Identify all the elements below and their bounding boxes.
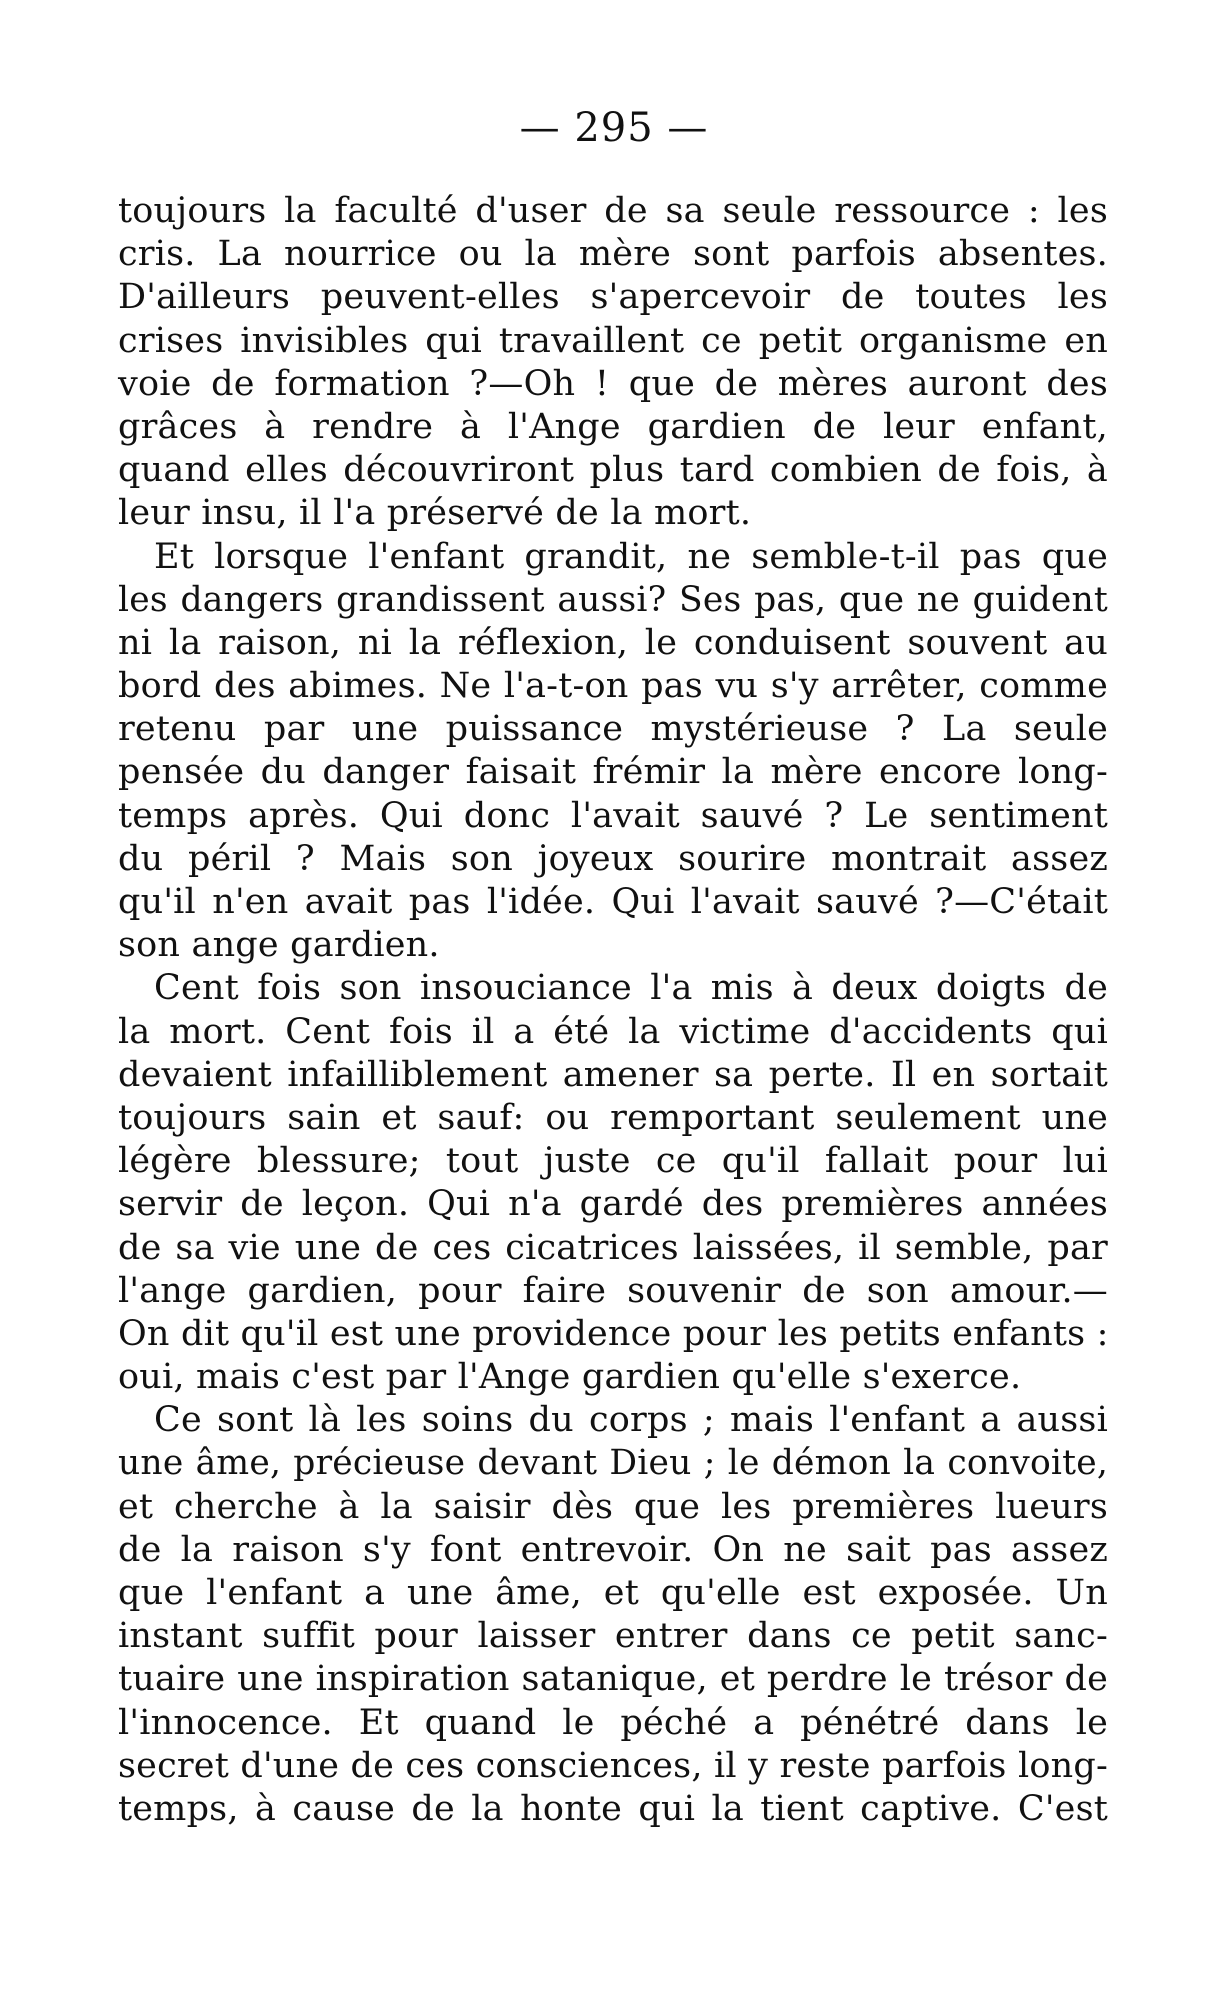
text-line: de la raison s'y font entrevoir. On ne sait pas assez — [118, 1529, 1108, 1570]
text-line: cris. La nourrice ou la mère sont parfois absentes. — [118, 234, 1108, 275]
text-line: Cent fois son insouciance l'a mis à deux doigts de — [154, 968, 1108, 1009]
text-line: oui, mais c'est par l'Ange gardien qu'elle s'exerce. — [118, 1357, 1022, 1398]
text-line: temps après. Qui donc l'avait sauvé ? Le sentiment — [118, 795, 1108, 836]
text-line: instant suffit pour laisser entrer dans ce petit sanc- — [118, 1616, 1108, 1657]
text-line: On dit qu'il est une providence pour les petits enfants : — [118, 1313, 1109, 1354]
text-line: D'ailleurs peuvent-elles s'apercevoir de toutes les — [118, 277, 1108, 318]
text-line: leur insu, il l'a préservé de la mort. — [118, 493, 752, 534]
text-line: voie de formation ?—Oh ! que de mères auront des — [118, 363, 1108, 404]
text-line: retenu par une puissance mystérieuse ? La seule — [118, 709, 1108, 750]
text-line: légère blessure; tout juste ce qu'il fallait pour lui — [118, 1141, 1108, 1182]
text-line: l'ange gardien, pour faire souvenir de son amour.— — [118, 1270, 1108, 1311]
page-number: — 295 — — [519, 105, 709, 151]
text-line: bord des abimes. Ne l'a-t-on pas vu s'y arrêter, comme — [118, 666, 1108, 707]
text-line: toujours la faculté d'user de sa seule ressource : les — [118, 191, 1108, 231]
text-line: ni la raison, ni la réflexion, le conduisent souvent au — [118, 622, 1108, 663]
text-line: toujours sain et sauf: ou remportant seulement une — [118, 1097, 1108, 1138]
text-line: et cherche à la saisir dès que les premières lueurs — [118, 1486, 1108, 1527]
text-line: grâces à rendre à l'Ange gardien de leur enfant, — [118, 406, 1108, 447]
text-line: devaient infailliblement amener sa perte. Il en sortait — [118, 1054, 1108, 1095]
text-line: les dangers grandissent aussi? Ses pas, que ne guident — [118, 579, 1108, 620]
body-text — [118, 190, 1108, 1831]
text-line: secret d'une de ces consciences, il y reste parfois long- — [118, 1745, 1108, 1786]
text-line: servir de leçon. Qui n'a gardé des premières années — [118, 1184, 1108, 1225]
text-line: Et lorsque l'enfant grandit, ne semble-t-il pas que — [154, 536, 1108, 577]
text-line: son ange gardien. — [118, 925, 440, 966]
text-line: de sa vie une de ces cicatrices laissées, il semble, par — [118, 1227, 1108, 1268]
text-line: tuaire une inspiration satanique, et perdre le trésor de — [118, 1659, 1108, 1700]
text-line: la mort. Cent fois il a été la victime d'accidents qui — [118, 1011, 1108, 1052]
text-line: l'innocence. Et quand le péché a pénétré dans le — [118, 1702, 1108, 1743]
text-line: qu'il n'en avait pas l'idée. Qui l'avait sauvé ?—C'était — [118, 882, 1108, 922]
text-line: quand elles découvriront plus tard combien de fois, à — [118, 450, 1108, 491]
text-line: crises invisibles qui travaillent ce petit organisme en — [118, 320, 1108, 361]
text-line: une âme, précieuse devant Dieu ; le démon la convoite, — [118, 1443, 1108, 1484]
text-line: pensée du danger faisait frémir la mère encore long- — [118, 752, 1108, 793]
text-line: Ce sont là les soins du corps ; mais l'enfant a aussi — [154, 1400, 1108, 1441]
text-line: du péril ? Mais son joyeux sourire montrait assez — [118, 838, 1108, 879]
text-line: que l'enfant a une âme, et qu'elle est exposée. Un — [118, 1573, 1108, 1613]
text-line: temps, à cause de la honte qui la tient captive. C'est — [118, 1788, 1108, 1829]
